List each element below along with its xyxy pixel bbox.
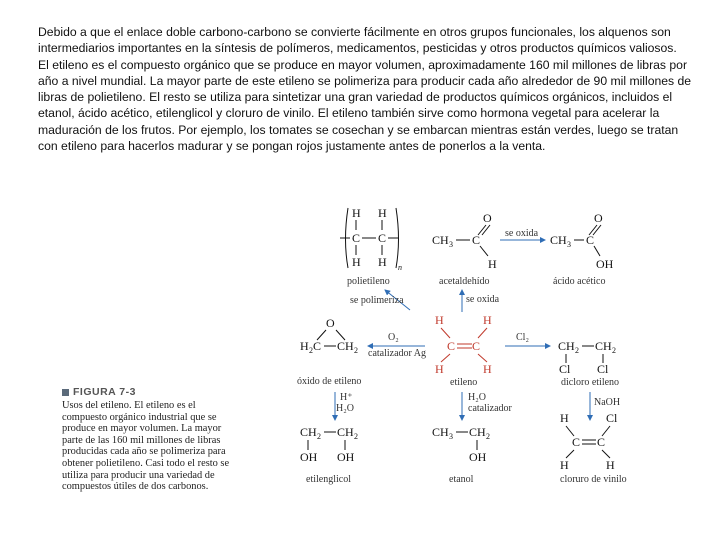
svg-text:Cl: Cl [559, 362, 571, 376]
label-etilenglicol: etilenglicol [306, 474, 351, 485]
svg-text:C: C [378, 231, 387, 245]
svg-text:Cl: Cl [606, 411, 618, 425]
svg-text:H: H [560, 458, 569, 472]
svg-text:C: C [597, 435, 606, 449]
svg-text:CH: CH [595, 339, 612, 353]
svg-text:H: H [606, 458, 615, 472]
svg-text:CH: CH [432, 233, 449, 247]
acetaldehyde-structure [432, 211, 497, 271]
svg-text:OH: OH [469, 450, 487, 464]
svg-text:H: H [560, 411, 569, 425]
label-acetaldehido: acetaldehído [439, 276, 490, 287]
label-oxido-etileno: óxido de etileno [297, 376, 362, 387]
paragraph-1: Debido a que el enlace doble carbono-carbono se convierte fácilmente en otros grupos funcionales, los alquenos son intermediarios importantes en la síntesis de polímeros, medicamentos, pesticidas y otros productos químicos valiosos. [38, 25, 677, 56]
label-polietileno: polietileno [347, 276, 390, 287]
label-etileno: etileno [450, 377, 478, 388]
svg-text:H: H [488, 257, 497, 271]
svg-text:C: C [472, 233, 481, 247]
svg-text:CH: CH [432, 425, 449, 439]
caption-square-icon [62, 389, 69, 396]
svg-text:C: C [572, 435, 581, 449]
svg-text:H: H [352, 206, 361, 220]
label-acido-acetico: ácido acético [553, 276, 606, 287]
svg-text:C: C [447, 339, 456, 353]
ethanol-structure [432, 425, 490, 464]
arrow-label-o2: O₂ [388, 332, 399, 343]
svg-text:C: C [352, 231, 361, 245]
svg-text:C: C [472, 339, 481, 353]
acetic-acid-structure [550, 211, 614, 271]
svg-text:2: 2 [612, 346, 616, 355]
caption-title-text: FIGURA 7-3 [73, 386, 136, 398]
svg-text:H: H [352, 255, 361, 269]
svg-text:3: 3 [567, 240, 571, 249]
svg-text:OH: OH [337, 450, 355, 464]
svg-text:H: H [300, 339, 309, 353]
svg-text:2: 2 [575, 346, 579, 355]
arrow-label-h2o-2: H₂O [468, 392, 486, 403]
dichloroethane-structure [558, 339, 616, 376]
arrow-label-h2o-1: H₂O [336, 403, 354, 414]
svg-text:2: 2 [317, 432, 321, 441]
svg-text:2: 2 [486, 432, 490, 441]
svg-text:2: 2 [354, 346, 358, 355]
svg-text:CH: CH [558, 339, 575, 353]
svg-text:Cl: Cl [597, 362, 609, 376]
arrow-label-catalizador: catalizador [468, 403, 512, 414]
svg-text:CH: CH [337, 425, 354, 439]
svg-text:O: O [594, 211, 603, 225]
label-cloruro-vinilo: cloruro de vinilo [560, 474, 627, 485]
label-dicloro: dicloro etileno [561, 377, 620, 388]
svg-text:OH: OH [596, 257, 614, 271]
svg-text:3: 3 [449, 432, 453, 441]
svg-text:O: O [326, 316, 335, 330]
paragraph-2: El etileno es el compuesto orgánico que se produce en mayor volumen, aproximadamente 160 mil millones de libras por año a nivel mundial. La mayor parte de este etileno se polimeriza para producir cada año alrededor de 90 mil millones de libras de polietileno. El resto se utiliza para sintetizar una gran variedad de productos químicos orgánicos, incluidos el etanol, ácido acético, etilenglicol y cloruro de vinilo. El etileno también sirve como hormona vegetal para acelerar la maduración de los frutos. Por ejemplo, los tomates se cosechan y se embarcan mientras están verdes, luego se tratan con etileno para hacerlos madurar y se pongan rojos justamente antes de ponerlos a la venta. [38, 57, 692, 154]
svg-text:CH: CH [550, 233, 567, 247]
ethylene-glycol-structure [300, 425, 358, 464]
arrow-label-se-oxida-2: se oxida [466, 294, 500, 305]
svg-text:C: C [586, 233, 595, 247]
figure-caption [62, 386, 232, 493]
svg-text:H: H [378, 206, 387, 220]
arrow-label-catalizador-ag: catalizador Ag [368, 348, 427, 359]
arrow-label-se-polimeriza: se polimeriza [350, 295, 404, 306]
svg-text:CH: CH [469, 425, 486, 439]
svg-text:H: H [435, 313, 444, 327]
svg-text:H: H [378, 255, 387, 269]
ethylene-oxide-structure [300, 316, 358, 355]
vinyl-chloride-structure [560, 411, 618, 472]
arrow-label-h-plus: H⁺ [340, 392, 353, 403]
arrow-label-cl2: Cl₂ [516, 332, 529, 343]
svg-text:CH: CH [300, 425, 317, 439]
arrow-label-naoh: NaOH [594, 397, 621, 408]
svg-text:O: O [483, 211, 492, 225]
svg-text:H: H [483, 313, 492, 327]
svg-text:3: 3 [449, 240, 453, 249]
svg-text:C: C [313, 339, 322, 353]
polyethylene-structure [340, 206, 402, 272]
svg-text:n: n [398, 263, 402, 272]
caption-text: Usos del etileno. El etileno es el compuesto orgánico industrial que se produce en mayor volumen. La mayor parte de las 160 mil millones de libras producidas cada año se polimeriza para obtener polietileno. Casi todo el resto se utiliza para producir una variedad de compuestos útiles de dos carbonos. [62, 400, 230, 493]
svg-text:2: 2 [354, 432, 358, 441]
arrow-label-se-oxida-1: se oxida [505, 228, 539, 239]
svg-text:H: H [435, 362, 444, 376]
svg-text:2: 2 [309, 346, 313, 355]
label-etanol: etanol [449, 474, 474, 485]
ethylene-structure [435, 313, 492, 376]
svg-text:CH: CH [337, 339, 354, 353]
caption-title [62, 386, 232, 398]
svg-text:H: H [483, 362, 492, 376]
svg-text:OH: OH [300, 450, 318, 464]
